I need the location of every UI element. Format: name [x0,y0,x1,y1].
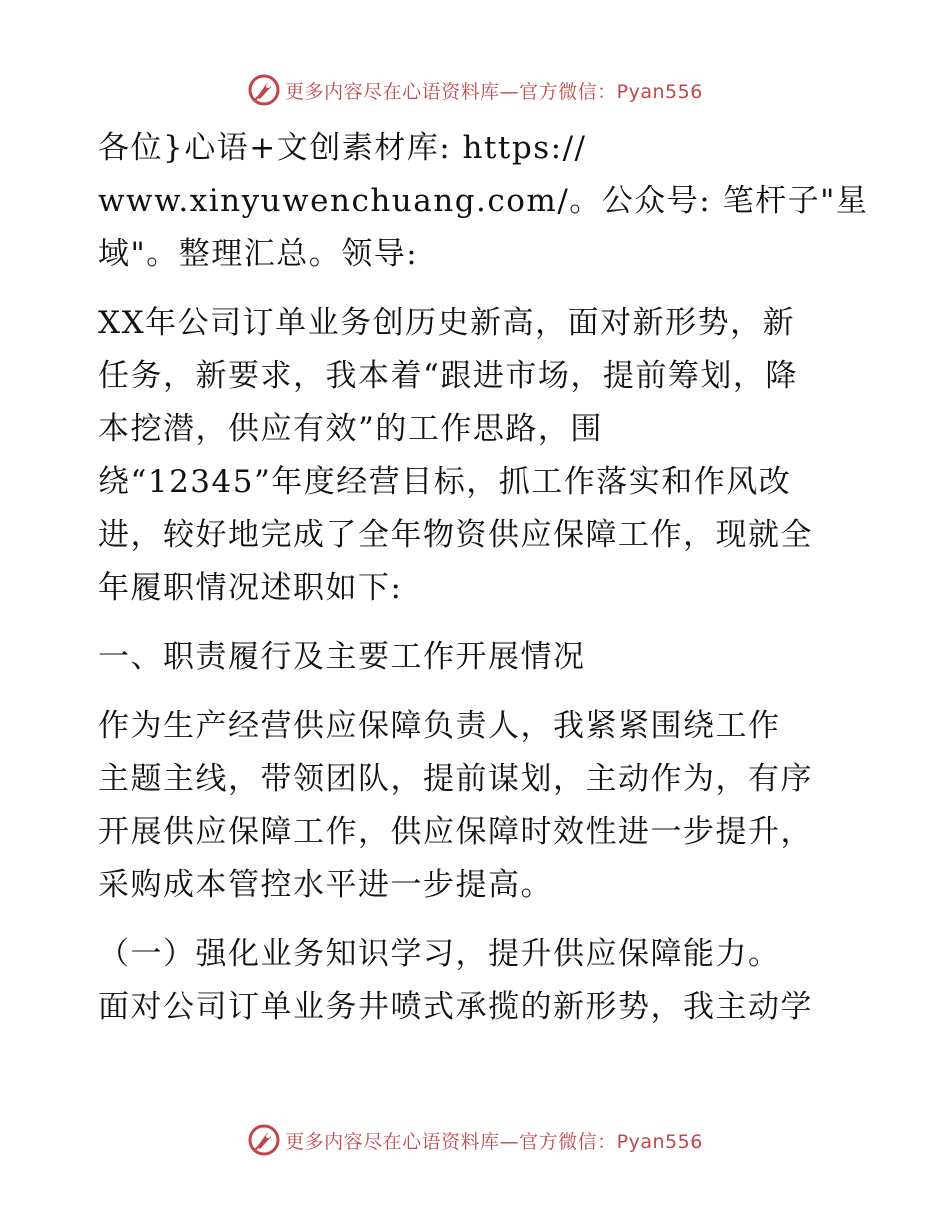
text-line: 面对公司订单业务井喷式承揽的新形势，我主动学 [98,989,813,1025]
text-line: 各位}心语+文创素材库: https:// [98,130,587,166]
text-line: 进，较好地完成了全年物资供应保障工作，现就全 [98,517,813,553]
text-line: www.xinyuwenchuang.com/。公众号: 笔杆子"星 [98,183,869,219]
text-line: 作为生产经营供应保障负责人，我紧紧围绕工作 [98,708,781,744]
paragraph-section-1 [98,700,858,912]
text-line: 一、职责履行及主要工作开展情况 [98,639,586,675]
pen-nib-logo-icon [247,1123,281,1157]
document-body [98,122,869,1050]
pen-nib-logo-icon [247,73,281,107]
text-line: 采购成本管控水平进一步提高。 [98,867,553,903]
paragraph-intro [98,122,869,281]
text-line: 域"。整理汇总。领导: [98,236,419,272]
text-line: 任务，新要求，我本着“跟进市场，提前筹划，降 [98,358,798,394]
text-line: 本挖潜，供应有效”的工作思路，围 [98,411,603,447]
header-watermark-banner [0,70,950,110]
text-line: 绕“12345”年度经营目标，抓工作落实和作风改 [98,464,792,500]
text-line: 主题主线，带领团队，提前谋划，主动作为，有序 [98,761,813,797]
text-line: XX年公司订单业务创历史新高，面对新形势，新 [98,305,796,341]
text-line: 开展供应保障工作，供应保障时效性进一步提升， [98,814,813,850]
text-line: 年履职情况述职如下: [98,570,403,606]
paragraph-overview [98,297,858,615]
section-heading [98,631,858,684]
banner-text: 更多内容尽在心语资料库—官方微信：Pyan556 [285,80,703,103]
footer-watermark-banner [0,1120,950,1160]
banner-text: 更多内容尽在心语资料库—官方微信：Pyan556 [285,1130,703,1153]
text-line: （一）强化业务知识学习，提升供应保障能力。 [98,936,781,972]
paragraph-subsection-1 [98,928,858,1034]
